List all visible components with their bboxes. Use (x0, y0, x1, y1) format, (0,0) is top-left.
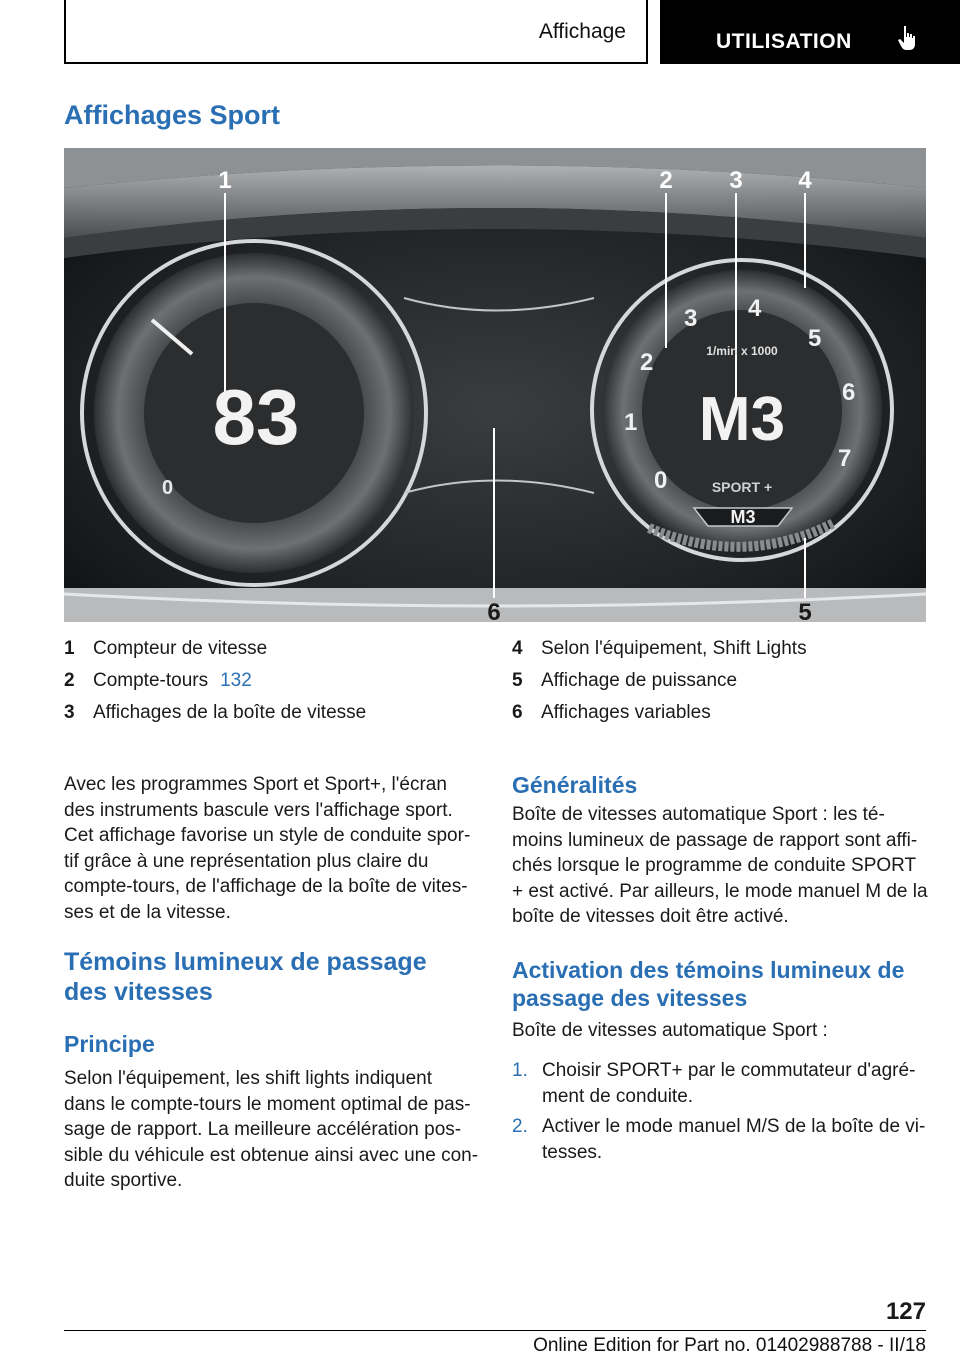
text-line: + est activé. Par ailleurs, le mode manuel M de la (512, 880, 928, 902)
callout-number: 1 (218, 167, 232, 194)
intro-paragraph (64, 772, 496, 926)
rpm-tick: 2 (640, 349, 654, 376)
rpm-tick: 3 (684, 305, 698, 332)
legend-text: Affichages variables (541, 702, 711, 723)
legend-item (512, 701, 932, 725)
heading-line: des vitesses (64, 978, 213, 1006)
heading-line: Activation des témoins lumineux de (512, 957, 905, 983)
heading-line: passage des vitesses (512, 985, 748, 1011)
heading-temoins (64, 947, 496, 1007)
page-title: Affichages Sport (64, 100, 281, 130)
rpm-tick: 7 (838, 445, 852, 472)
text-line: dans le compte-tours le moment optimal de pas- (64, 1093, 471, 1115)
legend-item (512, 669, 932, 693)
legend-number: 1 (64, 638, 75, 659)
legend-number: 4 (512, 638, 523, 659)
step-number: 1. (512, 1060, 528, 1081)
instrument-cluster-illustration (64, 148, 926, 622)
legend-item (64, 701, 496, 725)
step-text (542, 1058, 928, 1109)
footer-edition: Online Edition for Part no. 01402988788 - II/18 (533, 1335, 926, 1356)
rpm-unit-label: 1/min x 1000 (706, 344, 778, 358)
text-line: Cet affichage favorise un style de conduite spor- (64, 825, 471, 847)
speed-tick-zero: 0 (162, 477, 174, 499)
generalites-paragraph (512, 802, 932, 930)
footer-divider (64, 1330, 926, 1331)
text-line: boîte de vitesses doit être activé. (512, 906, 789, 928)
legend-number: 6 (512, 702, 523, 723)
callout-number: 2 (659, 167, 673, 194)
callout-number: 4 (798, 167, 812, 194)
legend-text: Compteur de vitesse (93, 638, 268, 659)
sport-mode-label: SPORT + (711, 479, 773, 495)
legend-number: 5 (512, 670, 523, 691)
instrument-cluster-figure (64, 148, 926, 622)
gear-value: M3 (698, 385, 786, 454)
legend-item (512, 637, 932, 661)
callout-number: 6 (487, 599, 501, 622)
activation-intro: Boîte de vitesses automatique Sport : (512, 1020, 828, 1041)
heading-line: Témoins lumineux de passage (64, 948, 427, 976)
legend-text: Selon l'équipement, Shift Lights (541, 638, 807, 659)
step-item (512, 1058, 932, 1110)
hand-pointer-icon (896, 24, 920, 52)
step-text (542, 1114, 928, 1165)
header-section-label: Affichage (538, 20, 626, 43)
legend-item (64, 637, 496, 661)
page-number: 127 (885, 1298, 926, 1325)
legend-number: 3 (64, 702, 75, 723)
speed-value: 83 (212, 373, 300, 461)
text-line: ses et de la vitesse. (64, 901, 231, 923)
rpm-tick: 0 (654, 467, 668, 494)
legend-text-label: Compte-tours (93, 670, 209, 691)
legend-item (64, 669, 496, 693)
heading-generalites: Généralités (512, 772, 638, 798)
text-line: duite sportive. (64, 1170, 183, 1192)
sport-mode-gear: M3 (730, 507, 756, 527)
text-line: chés lorsque le programme de conduite SPORT (512, 855, 917, 877)
principe-paragraph (64, 1066, 496, 1194)
text-line: tesses. (542, 1141, 603, 1163)
text-line: ment de conduite. (542, 1085, 694, 1107)
rpm-tick: 4 (748, 295, 762, 322)
text-line: tif grâce à une représentation plus claire du (64, 850, 429, 872)
rpm-tick: 6 (842, 379, 856, 406)
text-line: Boîte de vitesses automatique Sport : les té- (512, 804, 885, 825)
rpm-tick: 5 (808, 325, 822, 352)
callout-number: 3 (729, 167, 743, 194)
heading-principe: Principe (64, 1031, 155, 1057)
step-number: 2. (512, 1116, 528, 1137)
text-line: compte-tours, de l'affichage de la boîte de vites- (64, 876, 468, 898)
text-line: moins lumineux de passage de rapport sont affi- (512, 829, 918, 851)
text-line: Choisir SPORT+ par le commutateur d'agré- (542, 1060, 916, 1081)
legend-text: Affichages de la boîte de vitesse (93, 702, 367, 723)
page-reference-link[interactable]: 132 (220, 670, 252, 691)
heading-activation (512, 956, 932, 1012)
step-item (512, 1114, 932, 1166)
header-chapter-tab (660, 0, 960, 64)
legend-number: 2 (64, 670, 75, 691)
legend-text (93, 669, 252, 693)
legend-text: Affichage de puissance (541, 670, 738, 691)
text-line: Selon l'équipement, les shift lights indiquent (64, 1068, 433, 1089)
text-line: sible du véhicule est obtenue ainsi avec une con- (64, 1144, 479, 1166)
text-line: Activer le mode manuel M/S de la boîte de vi- (542, 1116, 926, 1137)
header-section-box (64, 0, 648, 64)
text-line: des instruments bascule vers l'affichage sport. (64, 799, 453, 821)
header-chapter-label: UTILISATION (716, 30, 852, 53)
callout-number: 5 (798, 599, 812, 622)
rpm-tick: 1 (624, 409, 638, 436)
text-line: sage de rapport. La meilleure accélération pos- (64, 1119, 462, 1141)
text-line: Avec les programmes Sport et Sport+, l'écran (64, 774, 447, 795)
